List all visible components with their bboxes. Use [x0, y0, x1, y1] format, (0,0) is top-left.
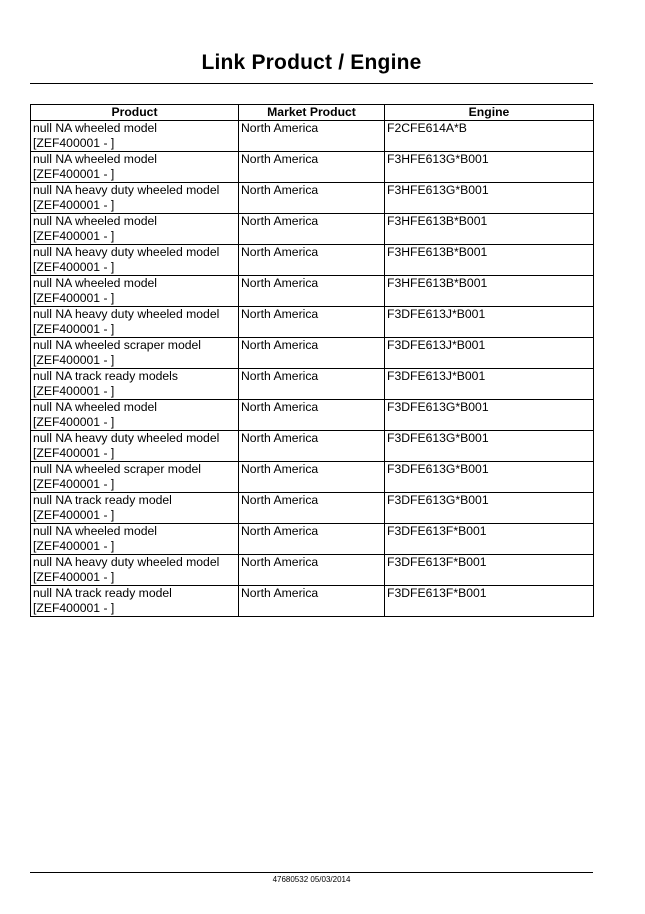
page-title: Link Product / Engine [201, 51, 422, 74]
product-name: null NA heavy duty wheeled model [33, 183, 220, 197]
serial-range: [ZEF400001 - ] [33, 508, 115, 522]
table-row [31, 369, 594, 400]
table-row [31, 462, 594, 493]
engine-cell: F3DFE613J*B001 [385, 369, 594, 400]
product-name: null NA wheeled model [33, 214, 157, 228]
product-cell [31, 121, 239, 152]
market-product-cell: North America [239, 152, 385, 183]
product-name: null NA track ready models [33, 369, 178, 383]
table-row [31, 555, 594, 586]
column-header-engine: Engine [385, 105, 594, 121]
engine-cell: F3HFE613G*B001 [385, 152, 594, 183]
product-cell [31, 307, 239, 338]
serial-range: [ZEF400001 - ] [33, 446, 115, 460]
column-header-market-product: Market Product [239, 105, 385, 121]
title-divider [30, 83, 593, 84]
table-row [31, 245, 594, 276]
product-name: null NA wheeled scraper model [33, 462, 202, 476]
serial-range: [ZEF400001 - ] [33, 291, 115, 305]
market-product-cell: North America [239, 121, 385, 152]
link-product-engine-table [30, 104, 594, 617]
product-name: null NA wheeled scraper model [33, 338, 202, 352]
serial-range: [ZEF400001 - ] [33, 601, 115, 615]
table-row [31, 586, 594, 617]
serial-range: [ZEF400001 - ] [33, 322, 115, 336]
table-header-row [31, 105, 594, 121]
product-name: null NA heavy duty wheeled model [33, 431, 220, 445]
engine-cell: F3DFE613J*B001 [385, 307, 594, 338]
product-cell [31, 152, 239, 183]
serial-range: [ZEF400001 - ] [33, 167, 115, 181]
product-cell [31, 276, 239, 307]
product-name: null NA wheeled model [33, 400, 157, 414]
table-row [31, 493, 594, 524]
market-product-cell: North America [239, 431, 385, 462]
table-body [31, 121, 594, 617]
serial-range: [ZEF400001 - ] [33, 415, 115, 429]
engine-cell: F3DFE613G*B001 [385, 462, 594, 493]
product-cell [31, 214, 239, 245]
product-cell [31, 245, 239, 276]
product-name: null NA track ready model [33, 586, 172, 600]
table-row [31, 121, 594, 152]
product-cell [31, 493, 239, 524]
market-product-cell: North America [239, 493, 385, 524]
market-product-cell: North America [239, 214, 385, 245]
engine-cell: F3DFE613F*B001 [385, 555, 594, 586]
market-product-cell: North America [239, 369, 385, 400]
engine-cell: F3DFE613F*B001 [385, 586, 594, 617]
market-product-cell: North America [239, 338, 385, 369]
product-cell [31, 183, 239, 214]
market-product-cell: North America [239, 586, 385, 617]
product-cell [31, 462, 239, 493]
serial-range: [ZEF400001 - ] [33, 570, 115, 584]
table-row [31, 431, 594, 462]
market-product-cell: North America [239, 400, 385, 431]
engine-cell: F3HFE613G*B001 [385, 183, 594, 214]
engine-cell: F2CFE614A*B [385, 121, 594, 152]
serial-range: [ZEF400001 - ] [33, 384, 115, 398]
serial-range: [ZEF400001 - ] [33, 136, 115, 150]
product-cell [31, 369, 239, 400]
market-product-cell: North America [239, 524, 385, 555]
table-row [31, 524, 594, 555]
serial-range: [ZEF400001 - ] [33, 539, 115, 553]
serial-range: [ZEF400001 - ] [33, 198, 115, 212]
product-cell [31, 431, 239, 462]
market-product-cell: North America [239, 462, 385, 493]
table-row [31, 400, 594, 431]
table-row [31, 307, 594, 338]
market-product-cell: North America [239, 555, 385, 586]
product-name: null NA heavy duty wheeled model [33, 555, 220, 569]
serial-range: [ZEF400001 - ] [33, 229, 115, 243]
table-row [31, 338, 594, 369]
product-cell [31, 524, 239, 555]
product-cell [31, 338, 239, 369]
engine-cell: F3DFE613G*B001 [385, 493, 594, 524]
market-product-cell: North America [239, 276, 385, 307]
market-product-cell: North America [239, 183, 385, 214]
engine-cell: F3DFE613J*B001 [385, 338, 594, 369]
footer-divider [30, 872, 593, 873]
engine-cell: F3HFE613B*B001 [385, 214, 594, 245]
product-name: null NA track ready model [33, 493, 172, 507]
product-name: null NA wheeled model [33, 152, 157, 166]
engine-cell: F3DFE613G*B001 [385, 400, 594, 431]
serial-range: [ZEF400001 - ] [33, 477, 115, 491]
engine-cell: F3HFE613B*B001 [385, 245, 594, 276]
table-row [31, 276, 594, 307]
serial-range: [ZEF400001 - ] [33, 260, 115, 274]
product-name: null NA wheeled model [33, 276, 157, 290]
product-cell [31, 586, 239, 617]
product-cell [31, 555, 239, 586]
table-row [31, 152, 594, 183]
engine-cell: F3DFE613G*B001 [385, 431, 594, 462]
column-header-product: Product [31, 105, 239, 121]
product-cell [31, 400, 239, 431]
table-row [31, 183, 594, 214]
market-product-cell: North America [239, 245, 385, 276]
engine-cell: F3HFE613B*B001 [385, 276, 594, 307]
product-name: null NA wheeled model [33, 524, 157, 538]
footer-doc-id: 47680532 05/03/2014 [272, 875, 351, 884]
engine-cell: F3DFE613F*B001 [385, 524, 594, 555]
product-name: null NA heavy duty wheeled model [33, 307, 220, 321]
market-product-cell: North America [239, 307, 385, 338]
product-name: null NA heavy duty wheeled model [33, 245, 220, 259]
product-name: null NA wheeled model [33, 121, 157, 135]
serial-range: [ZEF400001 - ] [33, 353, 115, 367]
table-row [31, 214, 594, 245]
